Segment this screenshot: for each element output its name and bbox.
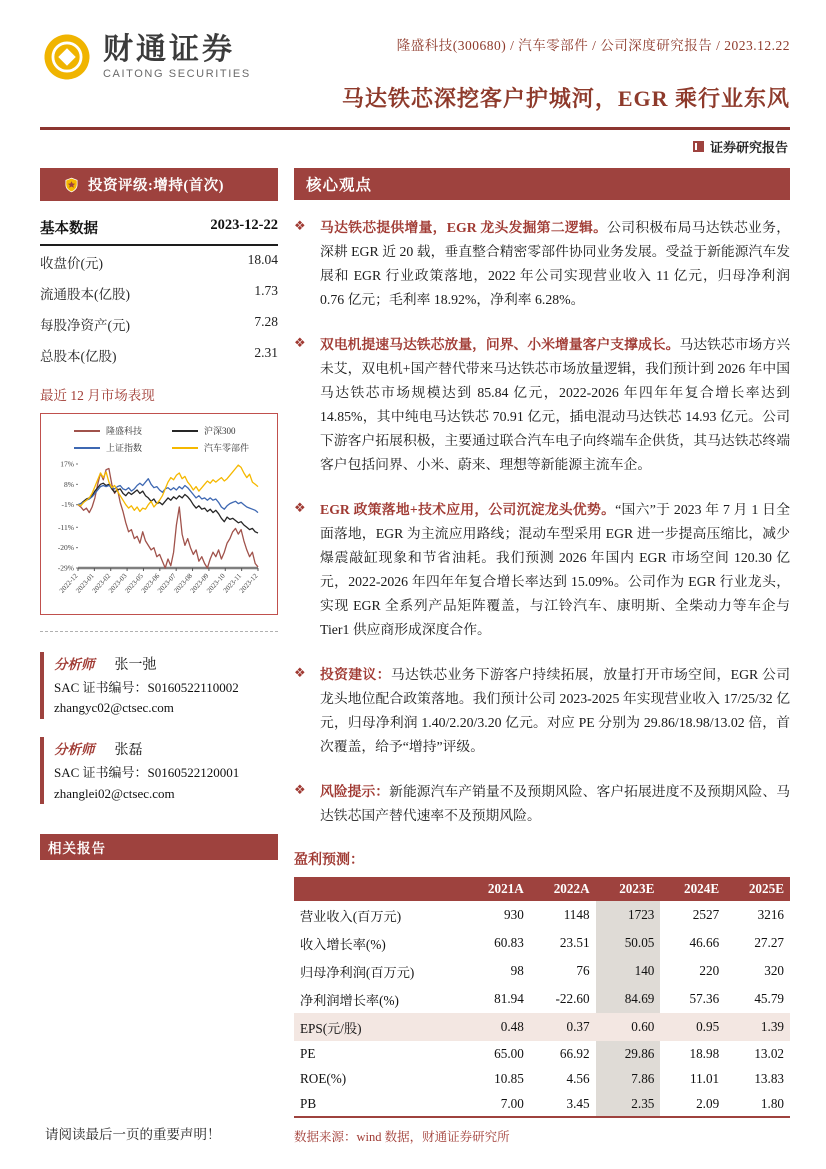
cell-value: 23.51 xyxy=(559,935,590,950)
forecast-body xyxy=(294,901,790,1117)
cell-value: 1.39 xyxy=(725,1013,790,1041)
cell-value: 3216 xyxy=(757,907,784,922)
cell-value: 140 xyxy=(596,957,661,985)
cell-value: 2527 xyxy=(692,907,720,922)
cell-value: 84.69 xyxy=(596,985,661,1013)
cell-value: 66.92 xyxy=(559,1045,590,1061)
svg-text:2023-10: 2023-10 xyxy=(205,571,227,595)
report-type-icon xyxy=(693,141,704,152)
svg-text:-29%: -29% xyxy=(57,563,74,573)
basic-data-title: 基本数据 xyxy=(40,221,98,237)
sidebar xyxy=(40,168,278,1145)
table-row xyxy=(294,957,790,985)
cell-value: 50.05 xyxy=(596,929,661,957)
legend-line-swatch xyxy=(74,447,100,449)
table-row xyxy=(294,1013,790,1041)
chart-legend xyxy=(44,424,274,456)
basic-data-row xyxy=(40,339,278,370)
related-reports-banner: 相关报告 xyxy=(40,834,278,860)
table-row xyxy=(294,929,790,957)
column-header: 2025E xyxy=(725,877,790,901)
report-breadcrumb: 隆盛科技(300680) / 汽车零部件 / 公司深度研究报告 / 2023.12.22 xyxy=(396,38,790,53)
report-type-row xyxy=(0,137,788,156)
row-label: 净利润增长率(%) xyxy=(300,992,399,1008)
svg-text:2023-01: 2023-01 xyxy=(74,571,96,595)
column-header: 2024E xyxy=(660,877,725,901)
basic-data-label: 收盘价(元) xyxy=(40,255,103,271)
svg-text:2023-12: 2023-12 xyxy=(237,571,260,595)
row-label: ROE(%) xyxy=(300,1070,347,1086)
legend-item xyxy=(74,441,170,454)
header-right xyxy=(342,34,790,113)
cell-value: 13.83 xyxy=(754,1070,784,1086)
header-divider xyxy=(40,127,790,130)
column-header xyxy=(294,877,464,901)
svg-text:2023-09: 2023-09 xyxy=(188,571,211,595)
cell-value: 3.45 xyxy=(530,1091,596,1117)
legend-item xyxy=(74,424,170,437)
data-source-note: 数据来源：wind 数据，财通证券研究所 xyxy=(294,1130,510,1144)
bullet-lead: 马达铁芯提供增量，EGR 龙头发掘第二逻辑。 xyxy=(320,220,608,235)
cell-value: 0.37 xyxy=(530,1013,596,1041)
shield-badge-icon xyxy=(64,177,79,193)
market-performance-chart xyxy=(40,413,278,615)
svg-text:2022-12: 2022-12 xyxy=(57,571,80,595)
svg-text:2023-05: 2023-05 xyxy=(123,571,145,595)
market-chart xyxy=(44,456,274,614)
footer-disclaimer: 请阅读最后一页的重要声明！ xyxy=(45,1127,221,1142)
analyst-email[interactable]: zhanglei02@ctsec.com xyxy=(54,785,175,801)
svg-text:2023-02: 2023-02 xyxy=(90,571,113,595)
basic-data-rows xyxy=(40,246,278,370)
svg-text:-1%: -1% xyxy=(61,500,74,510)
cell-value: 29.86 xyxy=(596,1041,661,1066)
cell-value: 320 xyxy=(764,963,784,978)
main-content xyxy=(294,168,790,1145)
analysts-section xyxy=(40,652,278,804)
bullet-text: 公司积极布局马达铁芯业务，深耕 EGR 近 20 载，垂直整合精密零部件协同业务发展。受益于新能源汽车发展和 EGR 行业政策落地，2022 年公司实现营业收入 11 亿元，归母净利润 0.76 亿元；毛利率 18.92%，净利率 6.28%。 xyxy=(320,220,790,307)
basic-data-row xyxy=(40,308,278,339)
cell-value: 13.02 xyxy=(754,1045,784,1061)
cell-value: 60.83 xyxy=(494,935,524,950)
cell-value: 0.60 xyxy=(596,1013,661,1041)
svg-text:2023-03: 2023-03 xyxy=(107,571,129,595)
analyst-sac-number: SAC 证书编号：S0160522110002 xyxy=(54,679,239,695)
cell-value: 4.56 xyxy=(566,1070,590,1086)
analyst-role: 分析师 xyxy=(54,657,95,672)
basic-data-section xyxy=(40,217,278,370)
table-row xyxy=(294,901,790,929)
core-point-bullet xyxy=(294,663,790,759)
bullet-lead: EGR 政策落地+技术应用，公司沉淀龙头优势。 xyxy=(320,502,616,517)
column-header: 2021A xyxy=(464,877,530,901)
cell-value: -22.60 xyxy=(555,991,590,1006)
analyst-block xyxy=(40,737,278,804)
core-view-banner: 核心观点 xyxy=(294,168,790,200)
bullet-lead: 双电机提速马达铁芯放量，问界、小米增量客户支撑成长。 xyxy=(320,337,680,352)
bullet-text: 马达铁芯业务下游客户持续拓展，放量打开市场空间，EGR 公司龙头地位配合政策落地。我们预计公司 2023-2025 年实现营业收入 17/25/32 亿元，归母净利润 1.40/2.20/3.20 亿元。对应 PE 分别为 29.86/18.98/13.02 倍，首次覆盖，给予“增持”评级。 xyxy=(320,667,791,754)
table-row xyxy=(294,1091,790,1117)
svg-text:-11%: -11% xyxy=(58,522,74,532)
core-point-bullet xyxy=(294,780,790,828)
cell-value: 2.09 xyxy=(660,1091,725,1117)
basic-data-date: 2023-12-22 xyxy=(210,217,278,233)
analyst-sac-number: SAC 证书编号：S0160522120001 xyxy=(54,764,240,780)
row-label: EPS(元/股) xyxy=(294,1013,464,1041)
basic-data-value: 2.31 xyxy=(254,344,278,360)
legend-item xyxy=(172,441,268,454)
legend-item xyxy=(172,424,268,437)
svg-text:2023-06: 2023-06 xyxy=(139,571,162,595)
row-label: 收入增长率(%) xyxy=(300,936,386,952)
forecast-title: 盈利预测： xyxy=(294,853,364,868)
cell-value: 0.48 xyxy=(464,1013,530,1041)
row-label: 营业收入(百万元) xyxy=(300,908,402,924)
diamond-bullet-icon: ❖ xyxy=(294,500,306,515)
market-performance-title: 最近 12 月市场表现 xyxy=(40,388,155,403)
basic-data-label: 每股净资产(元) xyxy=(40,317,130,333)
svg-text:2023-11: 2023-11 xyxy=(221,571,244,595)
content-columns xyxy=(0,160,826,1145)
page-header xyxy=(0,0,826,113)
bullet-lead: 风险提示： xyxy=(320,784,390,799)
svg-text:2023-07: 2023-07 xyxy=(156,571,178,595)
svg-text:8%: 8% xyxy=(64,479,74,489)
cell-value: 11.01 xyxy=(689,1070,720,1086)
logo-text-cn: 财通证券 xyxy=(103,32,235,66)
table-row xyxy=(294,1041,790,1066)
table-row xyxy=(294,985,790,1013)
legend-label: 上证指数 xyxy=(106,443,143,453)
column-header: 2023E xyxy=(596,877,661,901)
legend-label: 汽车零部件 xyxy=(204,443,250,453)
cell-value: 7.86 xyxy=(596,1066,661,1091)
rating-banner xyxy=(40,168,278,201)
basic-data-value: 18.04 xyxy=(247,251,278,267)
legend-label: 隆盛科技 xyxy=(106,426,143,436)
analyst-role: 分析师 xyxy=(54,742,95,758)
basic-data-value: 7.28 xyxy=(254,313,278,329)
cell-value: 45.79 xyxy=(754,991,784,1006)
report-type-label: 证券研究报告 xyxy=(709,140,788,155)
core-view-bullets xyxy=(294,216,790,828)
legend-line-swatch xyxy=(74,430,100,432)
report-title: 马达铁芯深挖客户护城河，EGR 乘行业东风 xyxy=(341,86,790,111)
analyst-block xyxy=(40,652,278,719)
cell-value: 81.94 xyxy=(494,991,524,1006)
cell-value: 57.36 xyxy=(689,991,720,1006)
cell-value: 76 xyxy=(576,963,590,978)
basic-data-label: 总股本(亿股) xyxy=(40,348,117,364)
svg-text:2023-08: 2023-08 xyxy=(172,571,195,595)
diamond-bullet-icon: ❖ xyxy=(294,218,306,233)
basic-data-label: 流通股本(亿股) xyxy=(40,286,130,302)
core-point-bullet xyxy=(294,498,790,642)
sidebar-divider xyxy=(40,631,278,632)
analyst-email[interactable]: zhangyc02@ctsec.com xyxy=(54,700,174,716)
cell-value: 65.00 xyxy=(494,1045,524,1061)
bullet-text: 新能源汽车产销量不及预期风险、客户拓展进度不及预期风险、马达铁芯国产替代速率不及预期风险。 xyxy=(320,784,791,823)
basic-data-row xyxy=(40,246,278,277)
legend-label: 沪深300 xyxy=(204,426,236,436)
row-label: PE xyxy=(300,1045,316,1061)
analyst-name: 张一弛 xyxy=(114,658,157,673)
legend-line-swatch xyxy=(172,447,198,449)
forecast-header-row xyxy=(294,877,790,901)
legend-line-swatch xyxy=(172,430,198,432)
row-label: 归母净利润(百万元) xyxy=(300,964,415,980)
diamond-bullet-icon: ❖ xyxy=(294,782,306,797)
cell-value: 10.85 xyxy=(494,1070,524,1086)
cell-value: 46.66 xyxy=(689,935,720,950)
forecast-table xyxy=(294,877,790,1118)
column-header: 2022A xyxy=(530,877,596,901)
cell-value: 18.98 xyxy=(689,1045,720,1061)
basic-data-value: 1.73 xyxy=(254,282,278,298)
cell-value: 2.35 xyxy=(596,1091,661,1117)
caitong-logo-icon xyxy=(40,30,94,84)
bullet-text: “国六”于 2023 年 7 月 1 日全面落地，EGR 为主流应用路线；混动车型采用 EGR 进一步提高压缩比，减少爆震敲缸现象和节省油耗。我们预测 2026 年国内 EGR 市场空间 120.30 亿元，2022-2026 年四年年复合增长率达到 15.09%。公司作为 EGR 行业龙头，实现 EGR 全系列产品矩阵覆盖，与江铃汽车、康明斯、全柴动力等车企与 Tier1 供应商形成深度合作。 xyxy=(320,502,790,637)
caitong-logo xyxy=(40,30,251,84)
svg-text:-20%: -20% xyxy=(57,543,74,553)
cell-value: 7.00 xyxy=(464,1091,530,1117)
cell-value: 1148 xyxy=(563,907,590,922)
bullet-lead: 投资建议： xyxy=(320,667,391,682)
bullet-text: 马达铁芯市场方兴未艾，双电机+国产替代带来马达铁芯市场放量逻辑，我们预计到 2026 年中国马达铁芯市场规模达到 85.84 亿元，2022-2026 年四年年复合增长率达到 14.85%，其中纯电马达铁芯 70.91 亿元，插电混动马达铁芯 14.93 亿元。公司下游客户拓展积极，主要通过联合汽车电子向终端车企供货，其马达铁芯终端客户包括问界、小米、蔚来、理想等新能源主流车企。 xyxy=(320,337,791,472)
svg-text:17%: 17% xyxy=(60,459,74,469)
cell-value: 220 xyxy=(699,963,720,978)
rating-label: 投资评级:增持(首次) xyxy=(88,178,224,194)
core-point-bullet xyxy=(294,216,790,312)
table-row xyxy=(294,1066,790,1091)
basic-data-row xyxy=(40,277,278,308)
cell-value: 0.95 xyxy=(660,1013,725,1041)
cell-value: 98 xyxy=(510,963,524,978)
logo-text-en: CAITONG SECURITIES xyxy=(103,68,251,81)
cell-value: 1.80 xyxy=(725,1091,790,1117)
cell-value: 930 xyxy=(504,907,524,922)
analyst-name: 张磊 xyxy=(114,743,143,759)
core-point-bullet xyxy=(294,333,790,477)
diamond-bullet-icon: ❖ xyxy=(294,665,306,680)
cell-value: 1723 xyxy=(596,901,661,929)
diamond-bullet-icon: ❖ xyxy=(294,335,306,350)
cell-value: 27.27 xyxy=(754,935,784,950)
row-label: PB xyxy=(294,1091,464,1117)
